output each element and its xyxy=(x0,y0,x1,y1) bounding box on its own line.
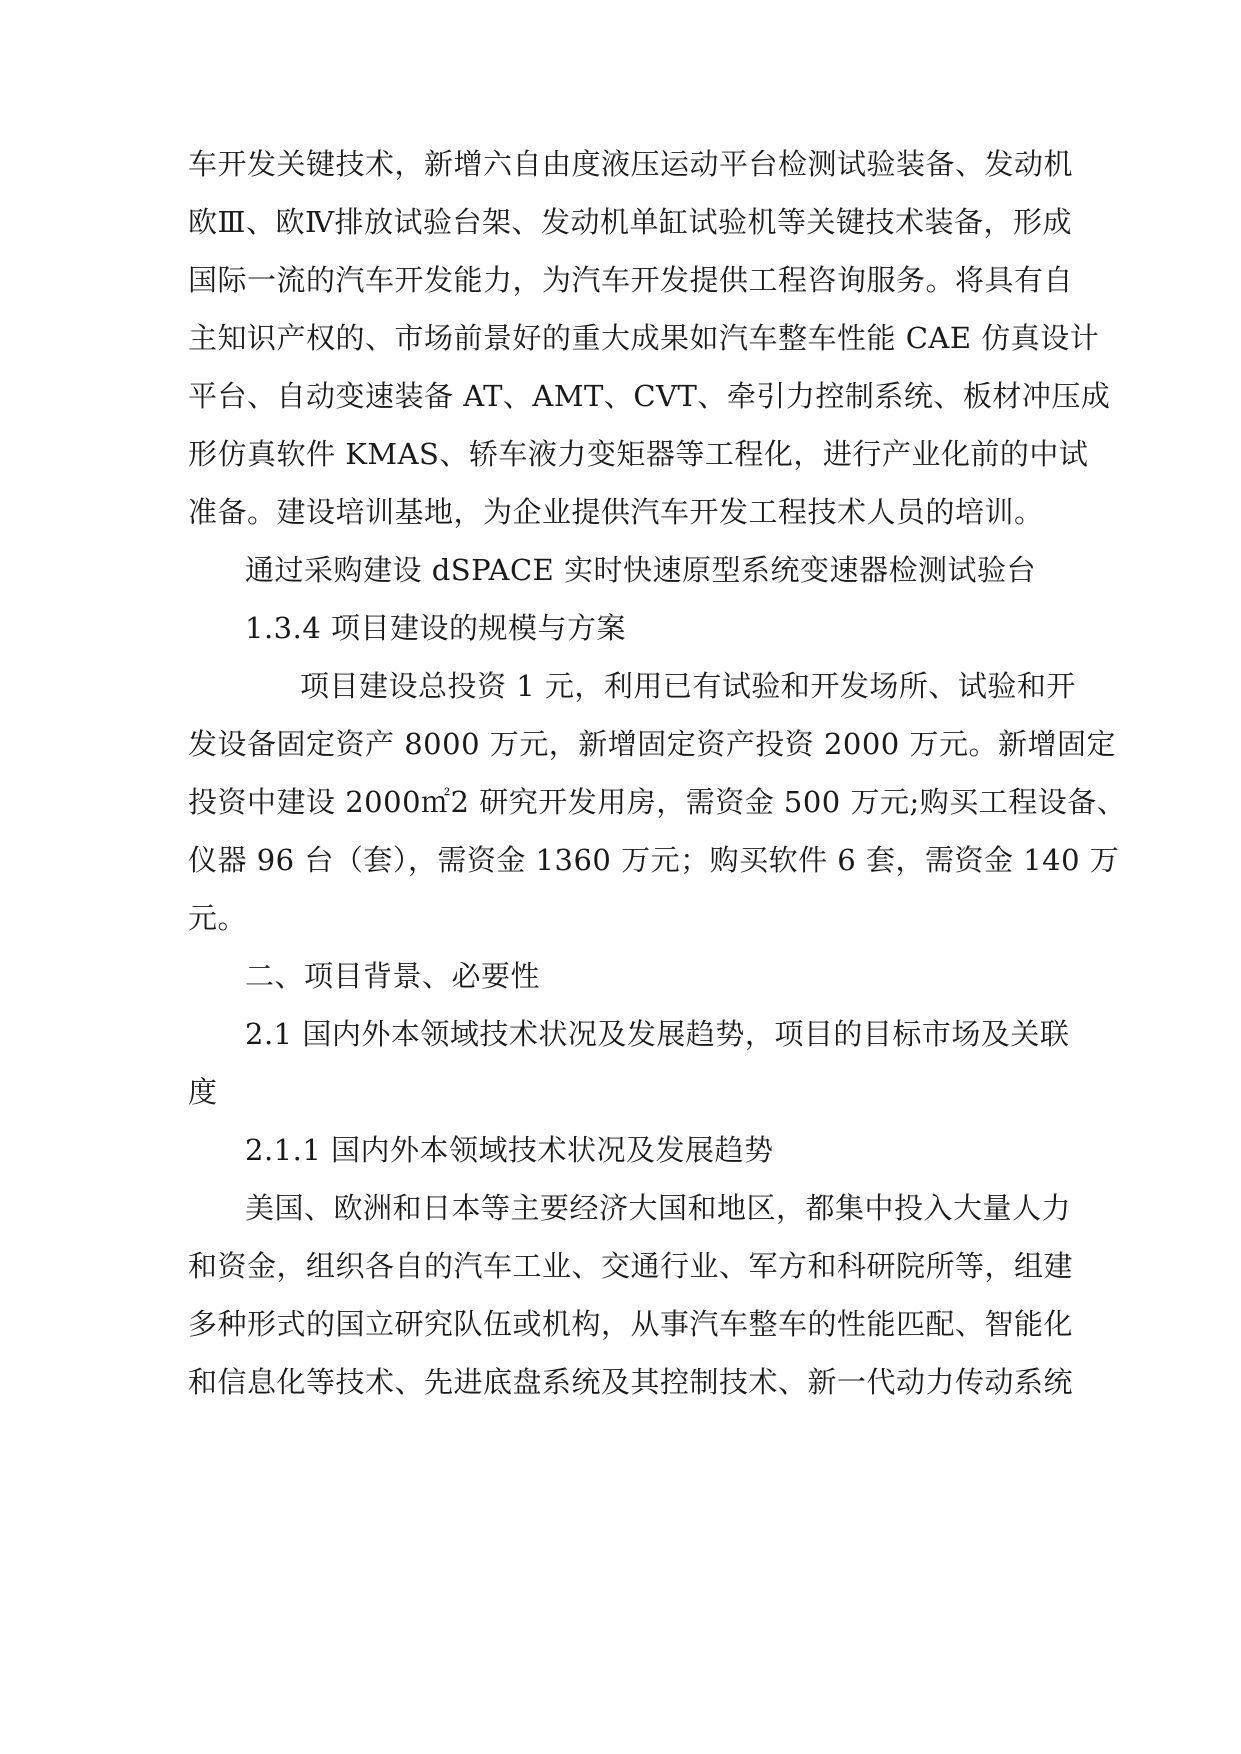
body-text-line: 仪器 96 台（套），需资金 1360 万元；购买软件 6 套，需资金 140 万 xyxy=(188,843,1120,877)
body-text-line: 车开发关键技术，新增六自由度液压运动平台检测试验装备、发动机 xyxy=(188,147,1074,181)
body-text-line: 通过采购建设 dSPACE 实时快速原型系统变速器检测试验台 xyxy=(245,553,1037,587)
body-text-line: 准备。建设培训基地，为企业提供汽车开发工程技术人员的培训。 xyxy=(188,495,1044,529)
chapter-heading: 二、项目背景、必要性 xyxy=(245,959,541,993)
body-text-line: 平台、自动变速装备 AT、AMT、CVT、牵引力控制系统、板材冲压成 xyxy=(188,379,1111,413)
body-text-line: 元。 xyxy=(188,901,248,935)
body-text-line: 欧Ⅲ、欧Ⅳ排放试验台架、发动机单缸试验机等关键技术装备，形成 xyxy=(188,205,1072,239)
body-text-line: 和信息化等技术、先进底盘系统及其控制技术、新一代动力传动系统 xyxy=(188,1365,1074,1399)
subsection-heading: 2.1.1 国内外本领域技术状况及发展趋势 xyxy=(245,1133,774,1167)
body-text-line: 和资金，组织各自的汽车工业、交通行业、军方和科研院所等，组建 xyxy=(188,1249,1074,1283)
section-heading: 1.3.4 项目建设的规模与方案 xyxy=(245,611,627,645)
body-text-line: 主知识产权的、市场前景好的重大成果如汽车整车性能 CAE 仿真设计 xyxy=(188,321,1100,355)
body-text-line: 多种形式的国立研究队伍或机构，从事汽车整车的性能匹配、智能化 xyxy=(188,1307,1074,1341)
body-text-line: 项目建设总投资 1 元，利用已有试验和开发场所、试验和开 xyxy=(300,669,1076,703)
body-text-line: 美国、欧洲和日本等主要经济大国和地区，都集中投入大量人力 xyxy=(245,1191,1072,1225)
section-heading-continued: 度 xyxy=(188,1075,218,1109)
body-text-line: 形仿真软件 KMAS、轿车液力变矩器等工程化，进行产业化前的中试 xyxy=(188,437,1089,471)
section-heading: 2.1 国内外本领域技术状况及发展趋势，项目的目标市场及关联 xyxy=(245,1017,1070,1051)
body-text-line: 投资中建设 2000㎡2 研究开发用房，需资金 500 万元;购买工程设备、 xyxy=(188,785,1127,819)
body-text-line: 国际一流的汽车开发能力，为汽车开发提供工程咨询服务。将具有自 xyxy=(188,263,1074,297)
body-text-line: 发设备固定资产 8000 万元，新增固定资产投资 2000 万元。新增固定 xyxy=(188,727,1116,761)
